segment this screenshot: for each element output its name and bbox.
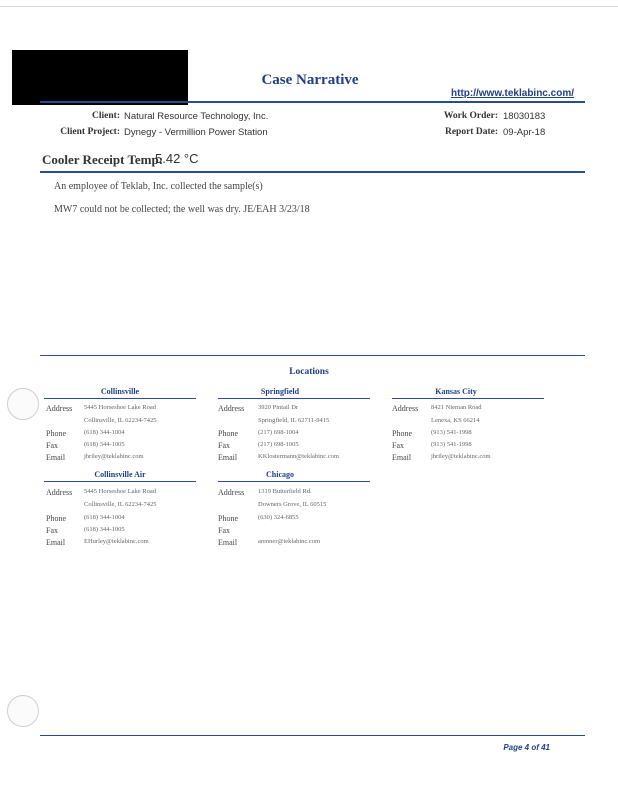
phone-value: (217) 698-1004 bbox=[258, 429, 299, 436]
top-edge-line bbox=[0, 6, 618, 7]
address-line-2: Springfield, IL 62711-9415 bbox=[258, 417, 330, 424]
work-order-label: Work Order: bbox=[443, 111, 498, 121]
phone-label: Phone bbox=[218, 514, 238, 523]
cooler-temp-value: 5.42 °C bbox=[155, 151, 199, 166]
office-underline bbox=[218, 481, 370, 482]
phone-value: (618) 344-1004 bbox=[84, 514, 125, 521]
report-date-label: Report Date: bbox=[444, 127, 498, 137]
address-label: Address bbox=[392, 404, 419, 413]
phone-label: Phone bbox=[46, 429, 66, 438]
email-label: Email bbox=[218, 453, 238, 462]
client-value: Natural Resource Technology, Inc. bbox=[124, 111, 269, 122]
phone-label: Phone bbox=[218, 429, 238, 438]
phone-value: (618) 344-1004 bbox=[84, 429, 125, 436]
office-underline bbox=[218, 398, 370, 399]
page-number: Page 4 of 41 bbox=[503, 743, 550, 752]
office-name: Collinsville bbox=[100, 387, 140, 396]
footer-divider bbox=[40, 735, 585, 736]
address-line-2: Collinsville, IL 62234-7425 bbox=[84, 417, 157, 424]
email-value[interactable]: arenner@teklabinc.com bbox=[258, 538, 321, 545]
email-label: Email bbox=[392, 453, 412, 462]
locations-divider bbox=[40, 355, 585, 356]
address-line-1: 1319 Butterfield Rd. bbox=[258, 488, 312, 495]
work-order-value: 18030183 bbox=[503, 111, 546, 122]
office-underline bbox=[392, 398, 544, 399]
address-line-2: Downers Grove, IL 60515 bbox=[258, 501, 327, 508]
cooler-divider bbox=[40, 171, 585, 173]
office-underline bbox=[44, 398, 196, 399]
email-label: Email bbox=[218, 538, 238, 547]
narrative-line: An employee of Teklab, Inc. collected the sample(s) bbox=[54, 181, 263, 192]
fax-label: Fax bbox=[392, 441, 404, 450]
client-project-label: Client Project: bbox=[60, 127, 120, 137]
page-title: Case Narrative bbox=[261, 72, 359, 88]
office-underline bbox=[44, 481, 196, 482]
office-name: Springfield bbox=[260, 387, 300, 396]
office-name: Collinsville Air bbox=[94, 470, 146, 479]
email-label: Email bbox=[46, 453, 66, 462]
report-date-value: 09-Apr-18 bbox=[503, 127, 546, 138]
phone-value: (913) 541-1998 bbox=[431, 429, 472, 436]
office-name: Kansas City bbox=[435, 387, 477, 396]
fax-value: (618) 344-1005 bbox=[84, 526, 125, 533]
website-link[interactable]: http://www.teklabinc.com/ bbox=[451, 88, 574, 99]
fax-label: Fax bbox=[218, 526, 230, 535]
email-value[interactable]: jhriley@teklabinc.com bbox=[84, 453, 144, 460]
fax-label: Fax bbox=[46, 526, 58, 535]
address-line-1: 5445 Horseshoe Lake Road bbox=[84, 404, 157, 411]
client-project-value: Dynegy - Vermillion Power Station bbox=[124, 127, 268, 138]
email-value[interactable]: jhriley@teklabinc.com bbox=[431, 453, 491, 460]
fax-value: (217) 698-1005 bbox=[258, 441, 299, 448]
office-name: Chicago bbox=[266, 470, 294, 479]
address-label: Address bbox=[46, 404, 73, 413]
fax-value: (913) 541-1998 bbox=[431, 441, 472, 448]
address-line-1: 5445 Horseshoe Lake Road bbox=[84, 488, 157, 495]
fax-value: (618) 344-1005 bbox=[84, 441, 125, 448]
address-label: Address bbox=[218, 488, 245, 497]
address-label: Address bbox=[46, 488, 73, 497]
locations-heading: Locations bbox=[289, 367, 329, 377]
email-label: Email bbox=[46, 538, 66, 547]
redaction-block bbox=[12, 50, 188, 105]
phone-value: (630) 324-6855 bbox=[258, 514, 299, 521]
client-label: Client: bbox=[92, 111, 120, 121]
address-line-2: Collinsville, IL 62234-7425 bbox=[84, 501, 157, 508]
phone-label: Phone bbox=[392, 429, 412, 438]
binder-hole bbox=[7, 695, 39, 727]
email-value[interactable]: KKlostermann@teklabinc.com bbox=[258, 453, 339, 460]
address-line-2: Lenexa, KS 66214 bbox=[431, 417, 480, 424]
address-line-1: 8421 Nieman Road bbox=[431, 404, 482, 411]
phone-label: Phone bbox=[46, 514, 66, 523]
email-value[interactable]: EHurley@teklabinc.com bbox=[84, 538, 149, 545]
address-label: Address bbox=[218, 404, 245, 413]
binder-hole bbox=[7, 388, 39, 420]
fax-label: Fax bbox=[218, 441, 230, 450]
header-divider bbox=[40, 101, 585, 103]
narrative-line: MW7 could not be collected; the well was dry. JE/EAH 3/23/18 bbox=[54, 204, 310, 215]
fax-label: Fax bbox=[46, 441, 58, 450]
address-line-1: 3920 Pintail Dr bbox=[258, 404, 299, 411]
cooler-temp-label: Cooler Receipt Temp: bbox=[42, 152, 164, 167]
